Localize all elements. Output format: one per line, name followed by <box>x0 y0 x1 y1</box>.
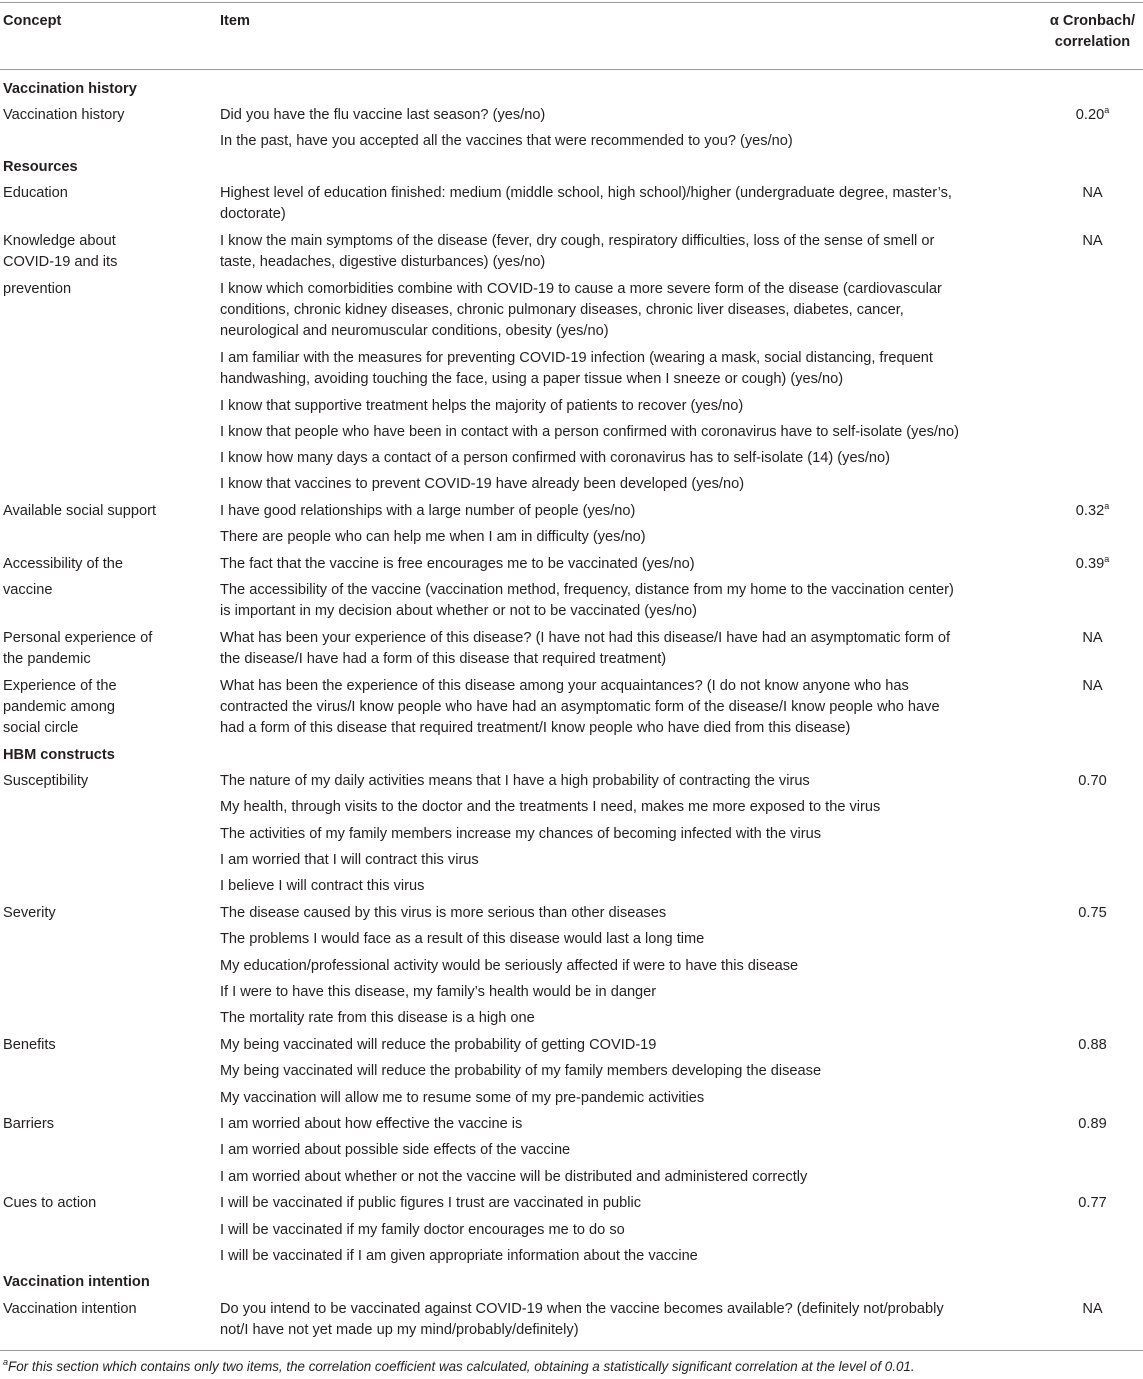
alpha-cell <box>1040 105 1143 126</box>
concept-cell <box>3 554 208 575</box>
alpha-value: 0.70 <box>1078 773 1107 789</box>
alpha-cell <box>1040 771 1143 792</box>
top-rule <box>0 2 1143 3</box>
alpha-value: 0.39 <box>1075 556 1105 572</box>
concept-cell-line: Vaccination history <box>3 107 125 123</box>
item-cell-line: The mortality rate from this disease is a high one <box>220 1010 535 1026</box>
item-cell <box>220 628 1010 670</box>
item-cell-line: I know the main symptoms of the disease (fever, dry cough, respiratory difficulties, loss of the sense of smell or <box>220 233 935 249</box>
concept-cell-line: social circle <box>3 720 79 736</box>
item-cell-line: Do you intend to be vaccinated against COVID-19 when the vaccine becomes available? (definitely not/probably <box>220 1301 944 1317</box>
alpha-value: NA <box>1082 233 1103 249</box>
footnote-text: For this section which contains only two items, the correlation coefficient was calculated, obtaining a statistically significant correlation at the level of 0.01. <box>8 1359 915 1374</box>
concept-cell-line: Susceptibility <box>3 773 89 789</box>
item-cell-line: The fact that the vaccine is free encourages me to be vaccinated (yes/no) <box>220 556 695 572</box>
concept-cell-line: Experience of the <box>3 678 117 694</box>
item-cell-line: not/I have not yet made up my mind/probably/definitely) <box>220 1322 579 1338</box>
alpha-cell <box>1040 1299 1143 1320</box>
alpha-footnote-marker: a <box>1104 554 1110 564</box>
alpha-value: NA <box>1082 630 1103 646</box>
alpha-cell <box>1040 676 1143 697</box>
header-alpha <box>1040 11 1143 53</box>
item-cell <box>220 903 1010 924</box>
alpha-footnote-marker: a <box>1104 105 1110 115</box>
item-cell-line: is important in my decision about whether or not to be vaccinated (yes/no) <box>220 603 697 619</box>
item-cell-line: What has been your experience of this disease? (I have not had this disease/I have had an asymptomatic form of <box>220 630 951 646</box>
alpha-cell <box>1040 1193 1143 1214</box>
concept-cell <box>3 676 208 739</box>
concept-cell-line: Accessibility of the <box>3 556 124 572</box>
concept-cell-line: Barriers <box>3 1116 55 1132</box>
item-cell <box>220 1008 1010 1029</box>
item-cell <box>220 131 1010 152</box>
item-cell <box>220 1246 1010 1267</box>
item-cell <box>220 824 1010 845</box>
item-cell-line: doctorate) <box>220 206 286 222</box>
item-cell <box>220 982 1010 1003</box>
item-cell-line: I am worried about how effective the vaccine is <box>220 1116 523 1132</box>
item-cell-line: I know which comorbidities combine with COVID-19 to cause a more severe form of the disease (cardiovascular <box>220 281 942 297</box>
concept-cell-line: pandemic among <box>3 699 115 715</box>
item-cell-line: The disease caused by this virus is more serious than other diseases <box>220 905 667 921</box>
item-cell-line: In the past, have you accepted all the vaccines that were recommended to you? (yes/no) <box>220 133 793 149</box>
item-cell <box>220 396 1010 417</box>
concept-cell-line: Education <box>3 185 68 201</box>
header-alpha-line1: α Cronbach/ <box>1049 13 1136 29</box>
item-cell-line: If I were to have this disease, my family’s health would be in danger <box>220 984 657 1000</box>
concept-cell <box>3 903 208 924</box>
item-cell <box>220 1193 1010 1214</box>
item-cell-line: What has been the experience of this disease among your acquaintances? (I do not know anyone who has <box>220 678 909 694</box>
item-cell-line: My health, through visits to the doctor and the treatments I need, makes me more exposed to the virus <box>220 799 881 815</box>
concept-cell <box>3 1114 208 1135</box>
item-cell-line: neurological and neuromuscular conditions, obesity (yes/no) <box>220 323 609 339</box>
alpha-cell <box>1040 628 1143 649</box>
section-heading <box>3 79 208 100</box>
item-cell-line: My being vaccinated will reduce the probability of my family members developing the disease <box>220 1063 822 1079</box>
section-heading-line: Vaccination history <box>3 81 137 97</box>
footnote <box>3 1359 915 1375</box>
concept-cell-line: prevention <box>3 281 72 297</box>
alpha-cell <box>1040 903 1143 924</box>
item-cell-line: contracted the virus/I know people who have had an asymptomatic form of the disease/I know people who have <box>220 699 940 715</box>
section-heading <box>3 745 208 766</box>
footnote-marker: a <box>3 1357 9 1367</box>
item-cell-line: I am familiar with the measures for preventing COVID-19 infection (wearing a mask, social distancing, frequent <box>220 350 933 366</box>
concept-cell-line: the pandemic <box>3 651 91 667</box>
item-cell-line: Highest level of education finished: medium (middle school, high school)/higher (undergraduate degree, master’s, <box>220 185 952 201</box>
alpha-value: 0.89 <box>1078 1116 1107 1132</box>
item-cell <box>220 676 1010 739</box>
section-heading <box>3 157 208 178</box>
item-cell <box>220 474 1010 495</box>
item-cell-line: The activities of my family members increase my chances of becoming infected with the virus <box>220 826 822 842</box>
item-cell <box>220 956 1010 977</box>
item-cell-line: I know that people who have been in contact with a person confirmed with coronavirus have to self-isolate (yes/no) <box>220 424 960 440</box>
alpha-footnote-marker: a <box>1104 501 1110 511</box>
concept-cell <box>3 279 208 300</box>
concept-cell <box>3 1193 208 1214</box>
concept-cell <box>3 771 208 792</box>
item-cell-line: handwashing, avoiding touching the face, using a paper tissue when I sneeze or cough) (yes/no) <box>220 371 844 387</box>
item-cell <box>220 422 1010 443</box>
concept-cell <box>3 105 208 126</box>
item-cell-line: I am worried about whether or not the vaccine will be distributed and administered correctly <box>220 1169 808 1185</box>
item-cell-line: I believe I will contract this virus <box>220 878 425 894</box>
item-cell-line: The nature of my daily activities means that I have a high probability of contracting the virus <box>220 773 810 789</box>
item-cell-line: conditions, chronic kidney diseases, chronic pulmonary diseases, chronic liver diseases, diabetes, cancer, <box>220 302 904 318</box>
alpha-cell <box>1040 554 1143 575</box>
alpha-cell <box>1040 1035 1143 1056</box>
item-cell <box>220 1035 1010 1056</box>
item-cell-line: I know how many days a contact of a person confirmed with coronavirus has to self-isolate (14) (yes/no) <box>220 450 891 466</box>
header-concept: Concept <box>3 13 62 29</box>
item-cell-line: My education/professional activity would be seriously affected if were to have this disease <box>220 958 799 974</box>
section-heading-line: Resources <box>3 159 78 175</box>
item-cell-line: My being vaccinated will reduce the probability of getting COVID-19 <box>220 1037 657 1053</box>
alpha-value: NA <box>1082 678 1103 694</box>
alpha-value: 0.20 <box>1075 107 1105 123</box>
item-cell <box>220 501 1010 522</box>
concept-cell-line: Knowledge about <box>3 233 116 249</box>
item-cell <box>220 527 1010 548</box>
item-cell <box>220 1220 1010 1241</box>
section-heading-line: HBM constructs <box>3 747 115 763</box>
item-cell-line: I will be vaccinated if my family doctor encourages me to do so <box>220 1222 625 1238</box>
item-cell-line: I am worried about possible side effects of the vaccine <box>220 1142 571 1158</box>
concept-cell <box>3 628 208 670</box>
section-heading-line: Vaccination intention <box>3 1274 150 1290</box>
item-cell <box>220 580 1010 622</box>
concept-cell <box>3 501 208 522</box>
concept-cell <box>3 183 208 204</box>
header-alpha-line2: correlation <box>1054 34 1131 50</box>
item-cell-line: The problems I would face as a result of this disease would last a long time <box>220 931 705 947</box>
item-cell-line: I will be vaccinated if I am given appropriate information about the vaccine <box>220 1248 698 1264</box>
item-cell <box>220 183 1010 225</box>
item-cell <box>220 348 1010 390</box>
item-cell <box>220 448 1010 469</box>
item-cell <box>220 1299 1010 1341</box>
item-cell <box>220 105 1010 126</box>
item-cell-line: I am worried that I will contract this virus <box>220 852 479 868</box>
item-cell-line: I have good relationships with a large number of people (yes/no) <box>220 503 636 519</box>
concept-cell-line: Severity <box>3 905 56 921</box>
item-cell <box>220 1114 1010 1135</box>
item-cell-line: My vaccination will allow me to resume some of my pre-pandemic activities <box>220 1090 705 1106</box>
concept-cell-line: Cues to action <box>3 1195 97 1211</box>
item-cell <box>220 929 1010 950</box>
item-cell <box>220 1140 1010 1161</box>
item-cell <box>220 554 1010 575</box>
concept-cell <box>3 1299 208 1320</box>
alpha-value: NA <box>1082 185 1103 201</box>
item-cell-line: the disease/I have had a form of this disease that required treatment) <box>220 651 667 667</box>
item-cell-line: I will be vaccinated if public figures I trust are vaccinated in public <box>220 1195 641 1211</box>
alpha-value: 0.77 <box>1078 1195 1107 1211</box>
item-cell-line: taste, headaches, digestive disturbances) (yes/no) <box>220 254 546 270</box>
concept-cell <box>3 231 208 273</box>
item-cell <box>220 876 1010 897</box>
alpha-value: 0.75 <box>1078 905 1107 921</box>
concept-cell-line: Vaccination intention <box>3 1301 137 1317</box>
item-cell <box>220 850 1010 871</box>
concept-cell-line: Available social support <box>3 503 157 519</box>
concept-cell <box>3 580 208 601</box>
item-cell <box>220 231 1010 273</box>
item-cell-line: Did you have the flu vaccine last season? (yes/no) <box>220 107 546 123</box>
alpha-value: NA <box>1082 1301 1103 1317</box>
concept-cell-line: COVID-19 and its <box>3 254 118 270</box>
alpha-value: 0.88 <box>1078 1037 1107 1053</box>
item-cell-line: had a form of this disease that required treatment/I know people who have died from this disease) <box>220 720 851 736</box>
item-cell <box>220 1088 1010 1109</box>
bottom-rule <box>0 1350 1143 1351</box>
alpha-cell <box>1040 501 1143 522</box>
alpha-cell <box>1040 231 1143 252</box>
item-cell-line: I know that supportive treatment helps the majority of patients to recover (yes/no) <box>220 398 744 414</box>
item-cell <box>220 1167 1010 1188</box>
header-item: Item <box>220 13 251 29</box>
alpha-value: 0.32 <box>1075 503 1105 519</box>
item-cell-line: I know that vaccines to prevent COVID-19 have already been developed (yes/no) <box>220 476 745 492</box>
item-cell <box>220 771 1010 792</box>
header-rule <box>0 69 1143 70</box>
concept-cell <box>3 1035 208 1056</box>
item-cell <box>220 279 1010 342</box>
alpha-cell <box>1040 183 1143 204</box>
concept-cell-line: Personal experience of <box>3 630 153 646</box>
alpha-cell <box>1040 1114 1143 1135</box>
concept-cell-line: vaccine <box>3 582 53 598</box>
section-heading <box>3 1272 208 1293</box>
item-cell <box>220 1061 1010 1082</box>
item-cell-line: There are people who can help me when I am in difficulty (yes/no) <box>220 529 646 545</box>
item-cell-line: The accessibility of the vaccine (vaccination method, frequency, distance from my home to the vaccination center) <box>220 582 954 598</box>
concept-cell-line: Benefits <box>3 1037 56 1053</box>
item-cell <box>220 797 1010 818</box>
